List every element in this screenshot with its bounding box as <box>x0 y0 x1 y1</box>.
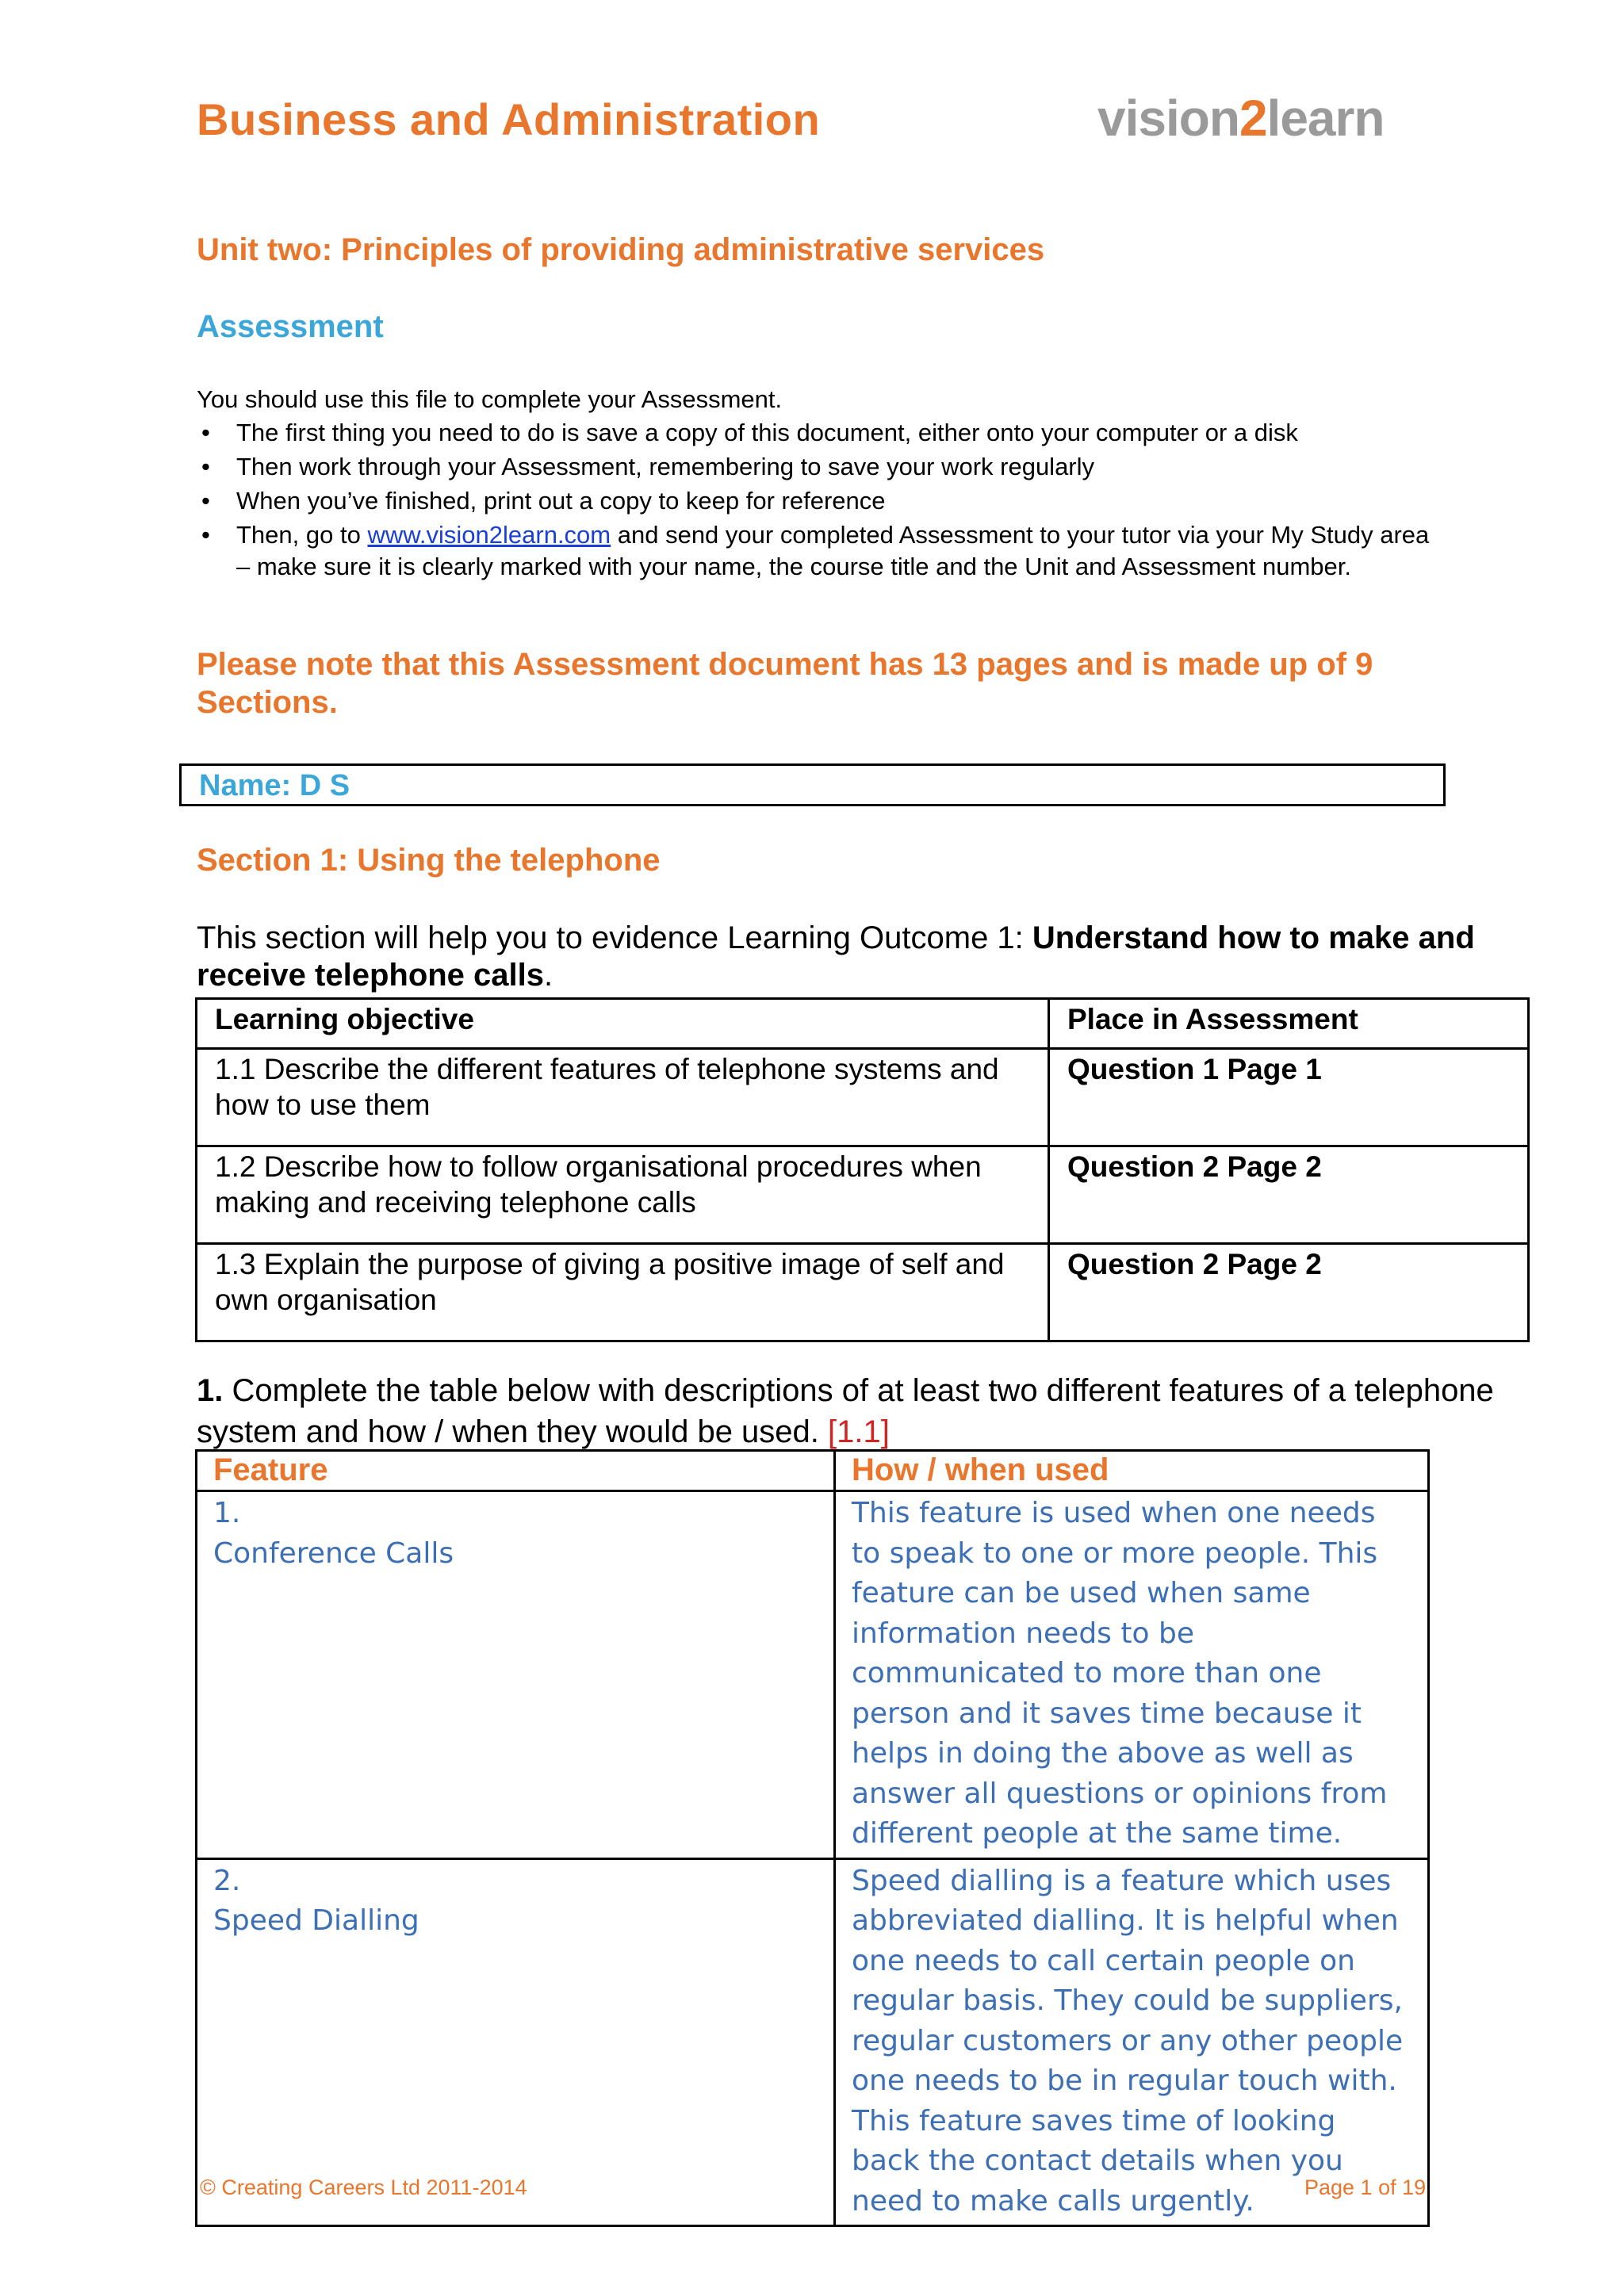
page-count-note: Please note that this Assessment document has 13 pages and is made up of 9 Sections. <box>197 647 1373 720</box>
logo-text-2: 2 <box>1239 90 1267 147</box>
feature-name: Speed Dialling <box>213 1904 419 1937</box>
learning-outcome-title: Understand how to make and receive telephone calls <box>197 920 1475 993</box>
instruction-text: and send your completed Assessment to your tutor via your My Study area – make sure it is clearly marked with your name, the course title and the Unit and Assessment number. <box>236 521 1430 580</box>
feature-name: Conference Calls <box>213 1536 454 1570</box>
logo-text-learn: learn <box>1266 90 1385 147</box>
table-header-row <box>197 1451 1429 1491</box>
column-header-feature: Feature <box>197 1451 835 1491</box>
table-header-row <box>197 999 1529 1049</box>
usage-cell[interactable]: Speed dialling is a feature which uses abbreviated dialling. It is helpful when one needs to call certain people on regular basis. They could be suppliers, regular customers or any other people one needs to be in regular touch with. This feature saves time of looking back the contact details when you need to make calls urgently. <box>835 1858 1429 2226</box>
learning-objective-table <box>195 997 1530 1342</box>
intro-text: You should use this file to complete your Assessment. <box>197 385 783 413</box>
instruction-list <box>197 417 1434 585</box>
assessment-heading: Assessment <box>197 309 384 344</box>
table-row <box>197 1049 1529 1146</box>
objective-cell: 1.3 Explain the purpose of giving a positive image of self and own organisation <box>197 1244 1049 1341</box>
instruction-item: • Then work through your Assessment, remembering to save your work regularly <box>197 451 1434 483</box>
question-text: Complete the table below with descriptions of at least two different features of a telephone system and how / when they would be used. <box>197 1373 1494 1449</box>
unit-title: Unit two: Principles of providing administrative services <box>197 232 1045 267</box>
column-header-usage: How / when used <box>835 1451 1429 1491</box>
table-row <box>197 1858 1429 2226</box>
objective-cell: 1.1 Describe the different features of telephone systems and how to use them <box>197 1049 1049 1146</box>
feature-cell[interactable] <box>197 1858 835 2226</box>
learning-outcome-text <box>197 920 1505 994</box>
question-number: 1. <box>197 1373 224 1408</box>
feature-cell[interactable] <box>197 1491 835 1859</box>
document-title: Business and Administration <box>197 94 821 144</box>
section-1-heading: Section 1: Using the telephone <box>197 843 661 878</box>
vision2learn-link[interactable]: www.vision2learn.com <box>367 521 611 549</box>
feature-number: 2. <box>213 1864 241 1897</box>
evidence-suffix: . <box>544 958 553 993</box>
column-header-objective: Learning objective <box>197 999 1049 1049</box>
footer-page-number: Page 1 of 19 <box>1304 2175 1427 2199</box>
table-row <box>197 1491 1429 1859</box>
instruction-item: • When you’ve finished, print out a copy to keep for reference <box>197 485 1434 517</box>
place-cell: Question 2 Page 2 <box>1049 1244 1529 1341</box>
logo-text-vision: vision <box>1097 90 1239 147</box>
usage-cell[interactable]: This feature is used when one needs to speak to one or more people. This feature can be used when same information needs to be communicated to more than one person and it saves time because it helps in doing the above as well as answer all questions or opinions from different people at the same time. <box>835 1491 1429 1859</box>
name-field: Name: D S <box>199 769 350 802</box>
question-1 <box>197 1370 1497 1452</box>
table-row <box>197 1146 1529 1244</box>
objective-cell: 1.2 Describe how to follow organisational procedures when making and receiving telephone calls <box>197 1146 1049 1244</box>
name-field-box[interactable] <box>179 763 1446 806</box>
evidence-prefix: This section will help you to evidence Learning Outcome 1: <box>197 920 1032 955</box>
table-row <box>197 1244 1529 1341</box>
footer-copyright: © Creating Careers Ltd 2011-2014 <box>200 2175 527 2199</box>
place-cell: Question 2 Page 2 <box>1049 1146 1529 1244</box>
instruction-item: • The first thing you need to do is save a copy of this document, either onto your computer or a disk <box>197 417 1434 449</box>
instruction-text: Then, go to <box>236 521 368 549</box>
column-header-place: Place in Assessment <box>1049 999 1529 1049</box>
vision2learn-logo <box>1097 89 1385 147</box>
criteria-reference: [1.1] <box>828 1414 890 1449</box>
feature-answer-table <box>195 1449 1430 2227</box>
instruction-item <box>197 519 1434 583</box>
feature-number: 1. <box>213 1497 241 1529</box>
place-cell: Question 1 Page 1 <box>1049 1049 1529 1146</box>
